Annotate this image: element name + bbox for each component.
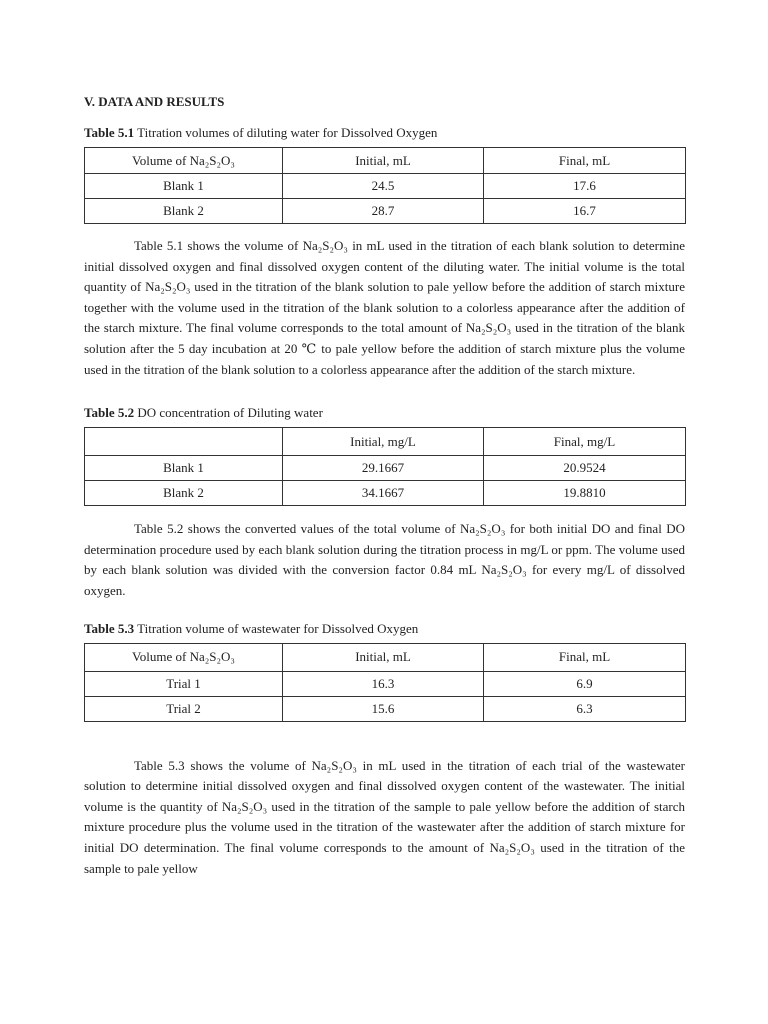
table-cell: 16.7 bbox=[484, 199, 686, 224]
table2-label: Table 5.2 bbox=[84, 405, 135, 421]
table-cell: 16.3 bbox=[283, 671, 484, 696]
table-cell: 34.1667 bbox=[283, 481, 484, 506]
table-header-cell: Initial, mL bbox=[283, 148, 484, 174]
table-header-cell: Final, mL bbox=[484, 148, 686, 174]
document-content bbox=[84, 92, 685, 879]
table-cell: 24.5 bbox=[283, 174, 484, 199]
paragraph-1 bbox=[84, 236, 685, 380]
table-row bbox=[85, 696, 686, 721]
table-header-cell: Final, mg/L bbox=[484, 428, 686, 456]
table-cell: 17.6 bbox=[484, 174, 686, 199]
table3-label: Table 5.3 bbox=[84, 620, 135, 636]
table-header-row bbox=[85, 643, 686, 671]
table-cell: Blank 2 bbox=[85, 481, 283, 506]
table-row bbox=[85, 174, 686, 199]
table-cell: 29.1667 bbox=[283, 456, 484, 481]
table-cell: 6.9 bbox=[484, 671, 686, 696]
table-cell: 20.9524 bbox=[484, 456, 686, 481]
table-header-row bbox=[85, 148, 686, 174]
paragraph-2 bbox=[84, 519, 685, 601]
table-header-row bbox=[85, 428, 686, 456]
table-cell: Blank 1 bbox=[85, 456, 283, 481]
table-header-cell: Volume of Na₂S₂O₃ bbox=[85, 148, 283, 174]
table2-caption-text: DO concentration of Diluting water bbox=[137, 405, 323, 421]
table-cell: 28.7 bbox=[283, 199, 484, 224]
table-cell: 6.3 bbox=[484, 696, 686, 721]
table-cell: Blank 2 bbox=[85, 199, 283, 224]
table-cell: Blank 1 bbox=[85, 174, 283, 199]
paragraph-1-text: Table 5.1 shows the volume of Na₂S₂O₃ in mL used in the titration of each blank solution to determine initial dissolved oxygen and final dissolved oxygen content of the diluting water. The initial volume is the total quantity of Na₂S₂O₃ used in the titration of the blank solution to pale yellow before the addition of starch mixture together with the volume used in the titration of the blank solution to a colorless appearance after the addition of the starch mixture. The final volume corresponds to the total amount of Na₂S₂O₃ used in the titration of the blank solution after the 5 day incubation at 20 ℃ to pale yellow before the addition of starch mixture plus the volume used in the titration of the blank solution to a colorless appearance after the addition of the starch mixture. bbox=[84, 238, 685, 377]
table3-caption bbox=[84, 619, 685, 639]
paragraph-2-text: Table 5.2 shows the converted values of the total volume of Na₂S₂O₃ for both initial DO and final DO determination procedure used by each blank solution during the titration process in mg/L or ppm. The volume used by each blank solution was divided with the conversion factor 0.84 mL Na₂S₂O₃ for every mg/L of dissolved oxygen. bbox=[84, 521, 685, 598]
table-header-cell: Initial, mL bbox=[283, 643, 484, 671]
table-cell: 19.8810 bbox=[484, 481, 686, 506]
table1-caption bbox=[84, 123, 685, 143]
table-header-cell: Initial, mg/L bbox=[283, 428, 484, 456]
table-row bbox=[85, 456, 686, 481]
table2 bbox=[84, 427, 686, 506]
table3 bbox=[84, 643, 686, 722]
table1-label: Table 5.1 bbox=[84, 125, 135, 140]
table-row bbox=[85, 481, 686, 506]
table-header-cell: Volume of Na₂S₂O₃ bbox=[85, 643, 283, 671]
table-header-cell: Final, mL bbox=[484, 643, 686, 671]
table-header-cell bbox=[85, 428, 283, 456]
table-cell: Trial 1 bbox=[85, 671, 283, 696]
table-row bbox=[85, 199, 686, 224]
table2-caption bbox=[84, 403, 685, 423]
section-heading: V. DATA AND RESULTS bbox=[84, 94, 225, 109]
table-cell: Trial 2 bbox=[85, 696, 283, 721]
table1-caption-text: Titration volumes of diluting water for Dissolved Oxygen bbox=[137, 125, 438, 140]
table1 bbox=[84, 147, 686, 224]
paragraph-3-text: Table 5.3 shows the volume of Na₂S₂O₃ in mL used in the titration of each trial of the wastewater solution to determine initial dissolved oxygen and final dissolved oxygen content of the wastewater. The initial volume is the quantity of Na₂S₂O₃ used in the titration of the sample to pale yellow before the addition of starch mixture procedure plus the volume used in the titration of the wastewater after the addition of starch mixture for initial DO determination. The final volume corresponds to the amount of Na₂S₂O₃ used in the titration of the sample to pale yellow bbox=[84, 757, 685, 876]
table-row bbox=[85, 671, 686, 696]
paragraph-3 bbox=[84, 756, 685, 880]
table-cell: 15.6 bbox=[283, 696, 484, 721]
table3-caption-text: Titration volume of wastewater for Dissolved Oxygen bbox=[137, 620, 419, 636]
